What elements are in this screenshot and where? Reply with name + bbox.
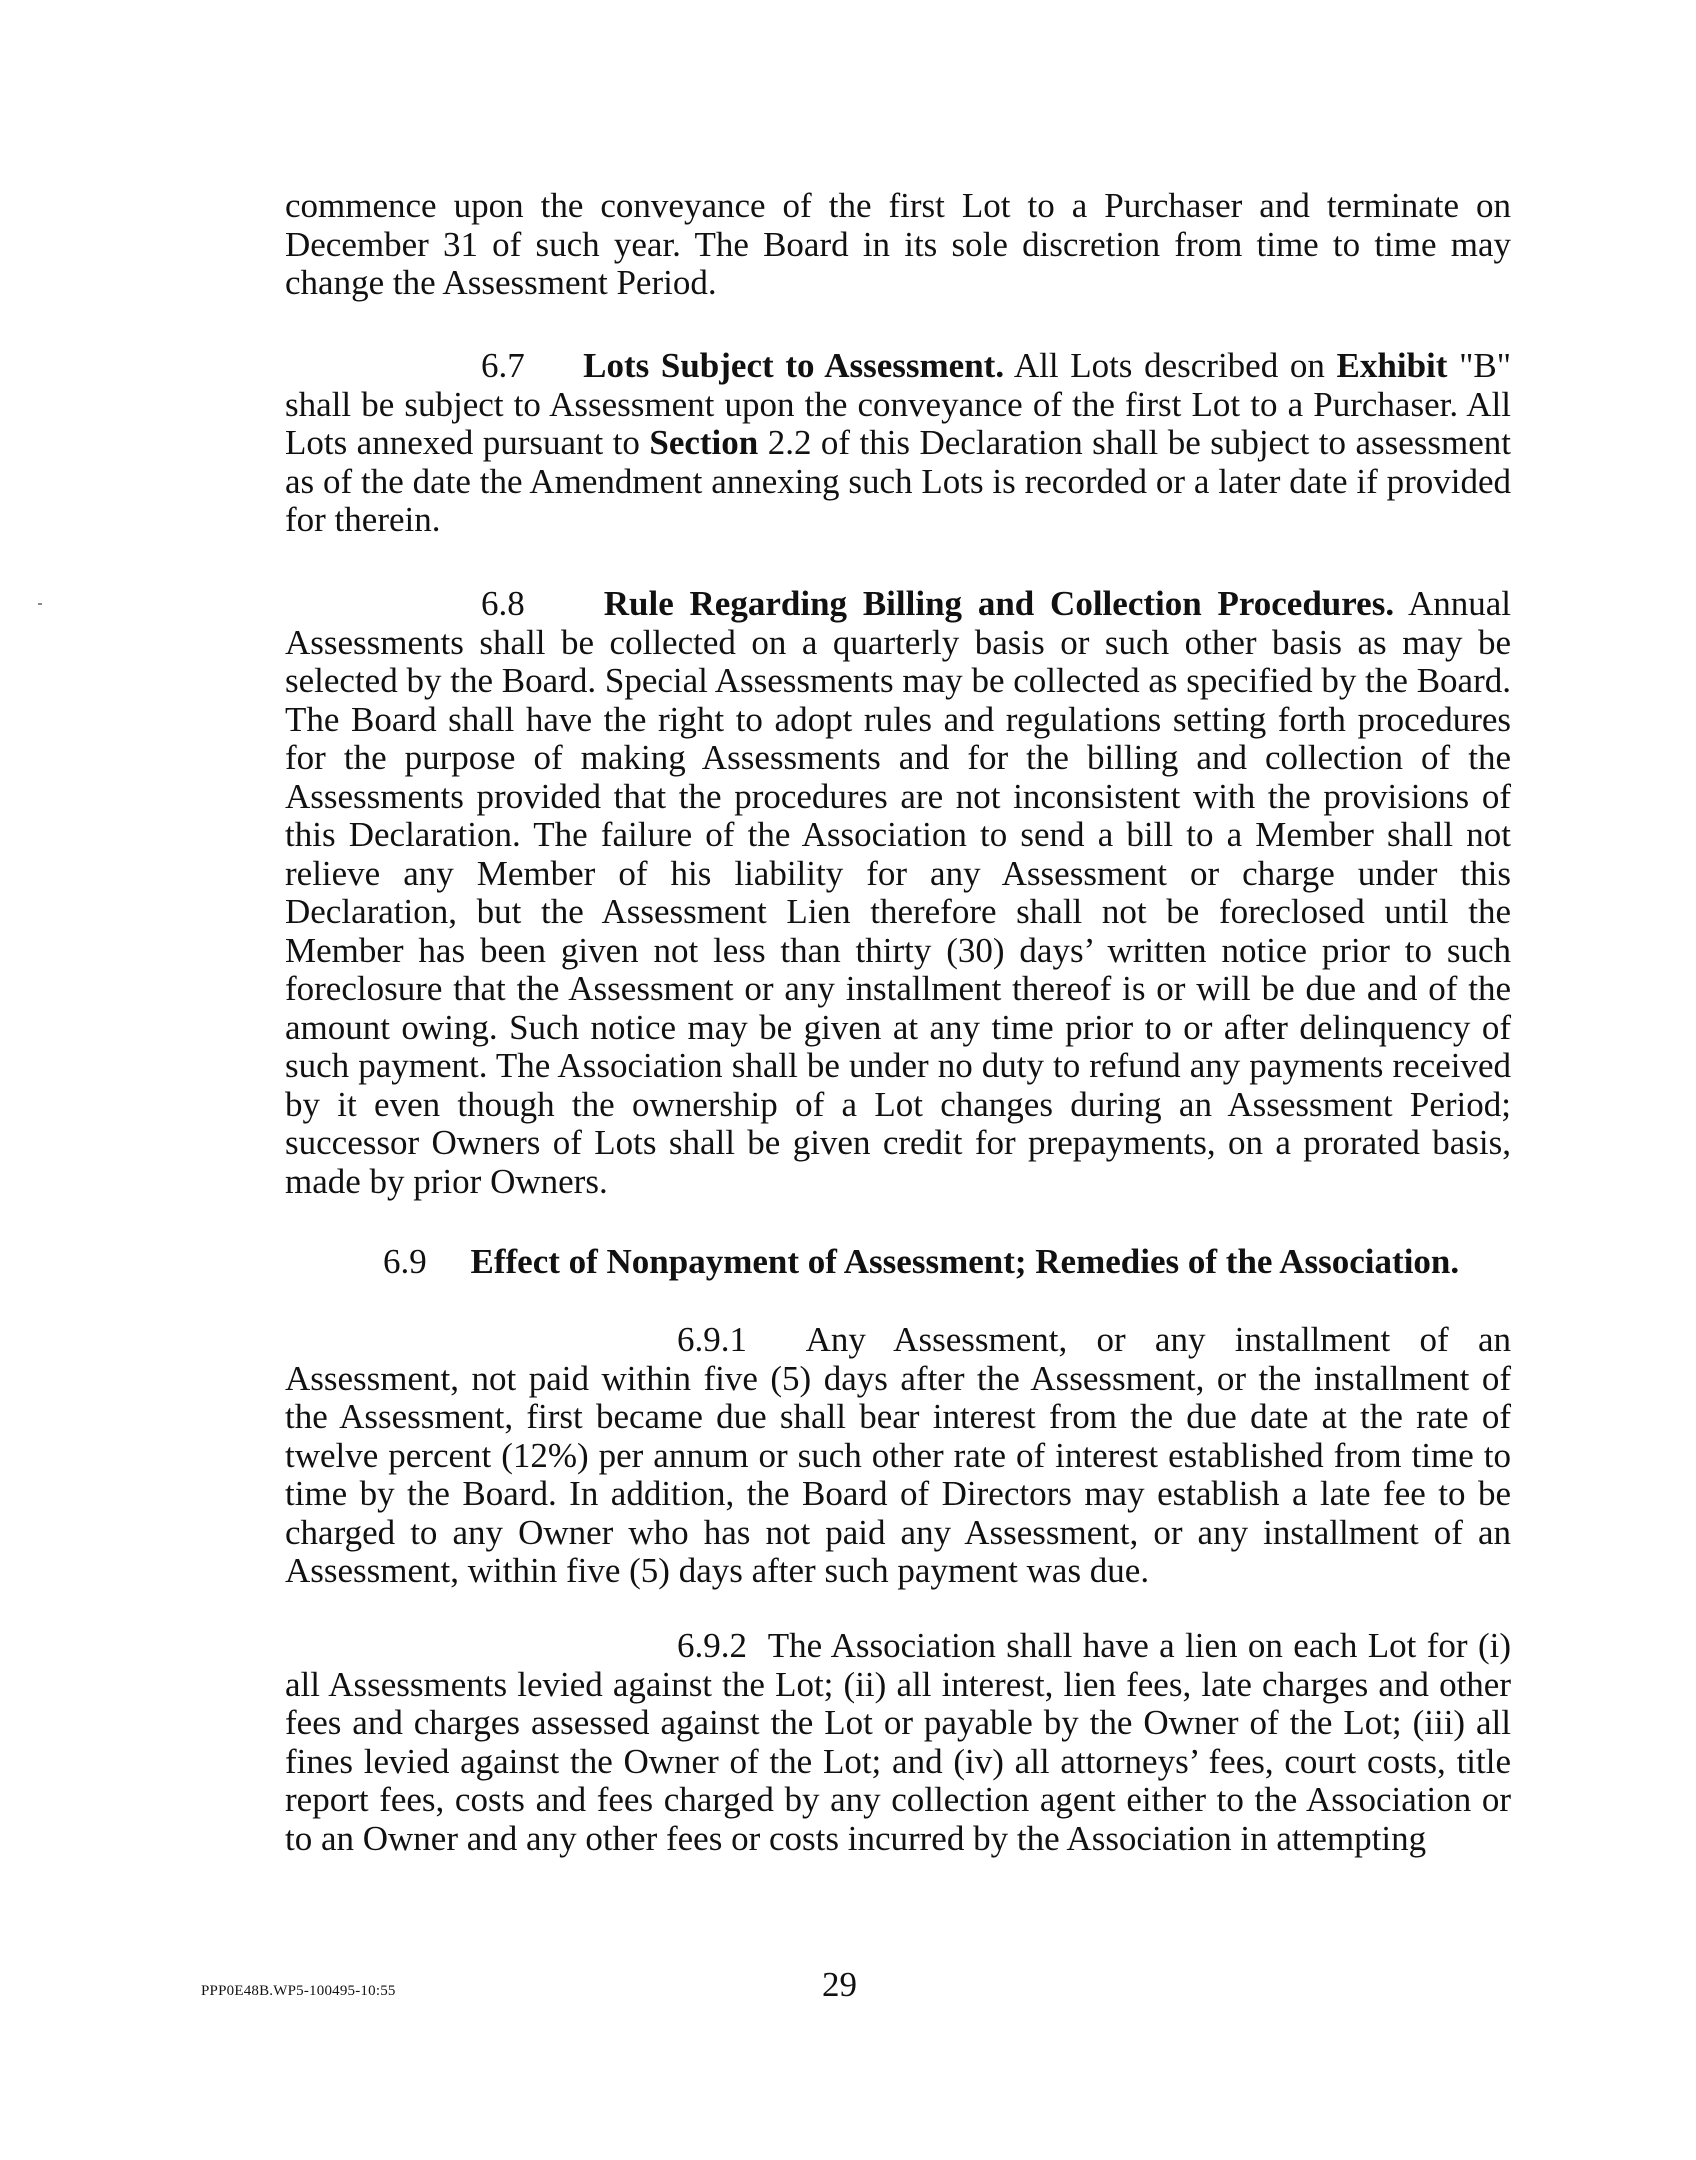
section-6-9-1 [285, 1321, 1511, 1591]
section-6-9-heading: Effect of Nonpayment of Assessment; Remedies of the Association. [470, 1242, 1460, 1281]
section-6-7 [285, 347, 1511, 540]
section-6-9-2-number: 6.9.2 [677, 1626, 747, 1665]
section-6-7-heading: Lots Subject to Assessment. [583, 346, 1005, 385]
section-6-8-heading: Rule Regarding Billing and Collection Procedures. [603, 584, 1395, 623]
paragraph-continuation-text: commence upon the conveyance of the first Lot to a Purchaser and terminate on December 31 of such year. The Board in its sole discretion from time to time may change the Assessment Period. [285, 186, 1511, 302]
section-6-9-1-text: Any Assessment, or any installment of an Assessment, not paid within five (5) days after the Assessment, or the installment of the Assessment, first became due shall bear interest from the due date at the rate of twelve percent (12%) per annum or such other rate of interest established from time to time by the Board. In addition, the Board of Directors may establish a late fee to be charged to any Owner who has not paid any Assessment, or any installment of an Assessment, within five (5) days after such payment was due. [285, 1320, 1511, 1590]
section-6-7-text-c: 2.2 of this Declaration shall be subject to assessment as of the date the Amendment annexing such Lots is recorded or a later date if provided for therein. [285, 423, 1511, 539]
section-6-7-exhibit-ref: Exhibit [1336, 346, 1448, 385]
section-6-7-number: 6.7 [481, 346, 525, 385]
paragraph-continuation [285, 187, 1511, 303]
section-6-7-text-b: "B" shall be subject to Assessment upon the conveyance of the first Lot to a Purchaser. All Lots annexed pursuant to [285, 346, 1512, 462]
section-6-8-number: 6.8 [481, 584, 525, 623]
footer-page-number: 29 [822, 1965, 857, 2004]
section-6-7-text-a: All Lots described on [1004, 346, 1337, 385]
section-6-9-2-text: The Association shall have a lien on each Lot for (i) all Assessments levied against the Lot; (ii) all interest, lien fees, late charges and other fees and charges assessed against the Lot or payable by the Owner of the Lot; (iii) all fines levied against the Owner of the Lot; and (iv) all attorneys’ fees, court costs, title report fees, costs and fees charged by any collection agent either to the Association or to an Owner and any other fees or costs incurred by the Association in attempting [285, 1626, 1511, 1858]
section-6-9-1-number: 6.9.1 [677, 1320, 747, 1359]
footer-document-code: PPP0E48B.WP5-100495-10:55 [201, 1983, 396, 1999]
section-6-9-number: 6.9 [383, 1242, 427, 1281]
section-6-8-text: Annual Assessments shall be collected on a quarterly basis or such other basis as may be selected by the Board. Special Assessments may be collected as specified by the Board. The Board shall have the right to adopt rules and regulations setting forth procedures for the purpose of making Assessments and for the billing and collection of the Assessments provided that the procedures are not inconsistent with the provisions of this Declaration. The failure of the Association to send a bill to a Member shall not relieve any Member of his liability for any Assessment or charge under this Declaration, but the Assessment Lien therefore shall not be foreclosed until the Member has been given not less than thirty (30) days’ written notice prior to such foreclosure that the Assessment or any installment thereof is or will be due and of the amount owing. Such notice may be given at any time prior to or after delinquency of such payment. The Association shall be under no duty to refund any payments received by it even though the ownership of a Lot changes during an Assessment Period; successor Owners of Lots shall be given credit for prepayments, on a prorated basis, made by prior Owners. [285, 584, 1511, 1201]
section-6-9-2 [285, 1627, 1511, 1858]
section-6-7-section-ref: Section [649, 423, 759, 462]
section-6-8 [285, 585, 1511, 1201]
section-6-9 [383, 1243, 1511, 1282]
scan-artifact [38, 603, 42, 605]
